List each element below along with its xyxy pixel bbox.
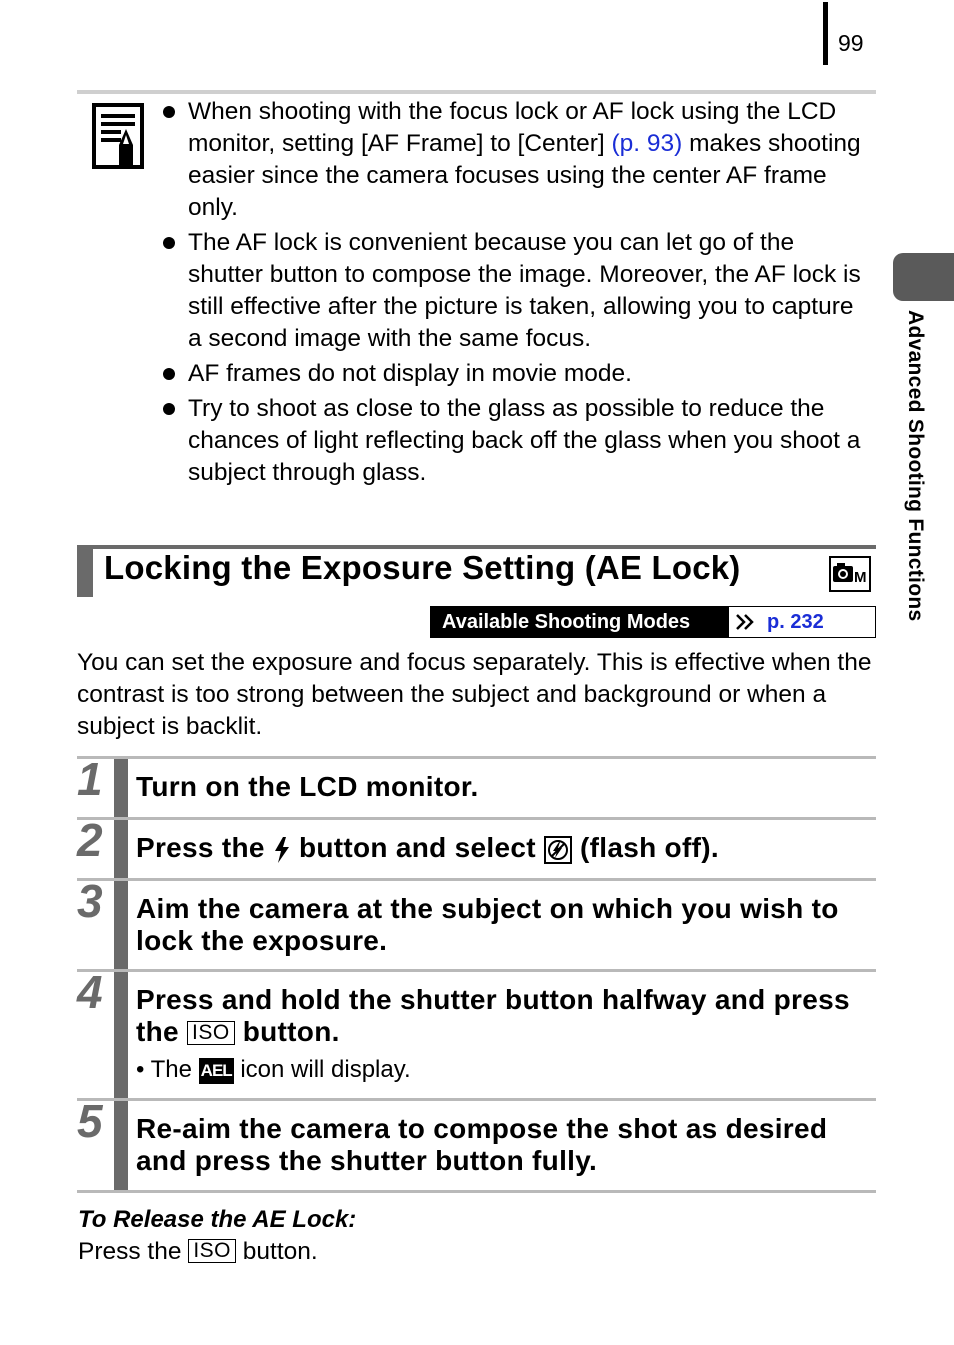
page-number: 99 xyxy=(838,30,864,56)
bullet-icon xyxy=(163,106,175,118)
step-number: 5 xyxy=(77,1095,103,1147)
steps-end-rule xyxy=(77,1190,876,1193)
iso-button-icon: ISO xyxy=(187,1021,235,1045)
note-item xyxy=(160,393,872,489)
ael-icon: AEL xyxy=(199,1058,234,1084)
bullet-icon xyxy=(163,368,175,380)
memo-note-icon xyxy=(92,103,144,175)
steps-list xyxy=(77,753,876,1193)
step-number: 2 xyxy=(77,814,103,866)
step-title-part: Press and hold the shutter button halfway and press the xyxy=(136,984,850,1047)
step-title-part: button. xyxy=(234,1016,340,1047)
note-item xyxy=(160,358,872,390)
note-item xyxy=(160,227,872,355)
note-item xyxy=(160,96,872,224)
intro-paragraph: You can set the exposure and focus separately. This is effective when the contrast is too strong between the subject and background or when a subject is backlit. xyxy=(77,649,872,740)
release-heading: To Release the AE Lock: xyxy=(78,1206,357,1233)
note-rule xyxy=(77,90,876,94)
section-bar xyxy=(77,549,93,597)
step-title xyxy=(136,984,866,1048)
step-bar xyxy=(114,820,128,878)
step-title: Re-aim the camera to compose the shot as desired and press the shutter button fully. xyxy=(136,1113,828,1176)
camera-m-mode-icon xyxy=(829,556,871,592)
note-text: The AF lock is convenient because you can let go of the shutter button to compose the image. Moreover, the AF lock is still effective after the picture is taken, allowing you to capture a second image with the same focus. xyxy=(188,229,861,352)
note-text: makes shooting easier since the camera focuses using the center AF frame only. xyxy=(188,130,861,221)
page-number-bar xyxy=(823,2,828,65)
step-subtext-part: icon will display. xyxy=(233,1056,411,1083)
svg-text:M: M xyxy=(854,569,867,586)
release-text-part: button. xyxy=(236,1238,318,1265)
step-subtext-part: • The xyxy=(136,1056,199,1083)
step-bar xyxy=(114,1101,128,1190)
step-bar xyxy=(114,972,128,1098)
step xyxy=(77,814,876,878)
available-modes-page-link[interactable]: p. 232 xyxy=(767,611,824,633)
step-title-part: (flash off). xyxy=(571,832,719,863)
step-bar xyxy=(114,759,128,817)
step xyxy=(77,753,876,817)
step xyxy=(77,966,876,1098)
bullet-icon xyxy=(163,237,175,249)
note-text: AF frames do not display in movie mode. xyxy=(188,360,632,387)
release-text xyxy=(78,1238,318,1266)
step xyxy=(77,875,876,969)
bullet-icon xyxy=(163,403,175,415)
chapter-tab-label: Advanced Shooting Functions xyxy=(904,310,927,622)
step xyxy=(77,1095,876,1190)
section-title: Locking the Exposure Setting (AE Lock) xyxy=(104,549,741,586)
step-bar xyxy=(114,881,128,969)
flash-off-icon xyxy=(544,836,572,864)
double-chevron-icon xyxy=(729,607,761,637)
chapter-tab xyxy=(893,253,954,301)
step-title: Turn on the LCD monitor. xyxy=(136,771,479,802)
iso-button-icon: ISO xyxy=(188,1239,236,1263)
step-title-part: Press the xyxy=(136,832,273,863)
step-number: 3 xyxy=(77,875,103,927)
available-modes-label: Available Shooting Modes xyxy=(431,607,729,637)
notes-list xyxy=(160,96,872,492)
note-text: When shooting with the focus lock or AF lock using the LCD monitor, setting [AF Frame] to [Center] xyxy=(188,98,837,157)
step-title xyxy=(136,832,866,864)
step-subtext xyxy=(136,1054,866,1086)
release-text-part: Press the xyxy=(78,1238,189,1265)
step-title-part: button and select xyxy=(290,832,544,863)
page-link[interactable]: (p. 93) xyxy=(611,130,683,157)
flash-icon xyxy=(273,836,291,864)
step-number: 1 xyxy=(77,753,103,805)
step-number: 4 xyxy=(77,966,103,1018)
step-title: Aim the camera at the subject on which you wish to lock the exposure. xyxy=(136,893,839,956)
available-shooting-modes xyxy=(430,606,876,638)
note-text: Try to shoot as close to the glass as possible to reduce the chances of light reflecting back off the glass when you shoot a subject through glass. xyxy=(188,395,861,486)
